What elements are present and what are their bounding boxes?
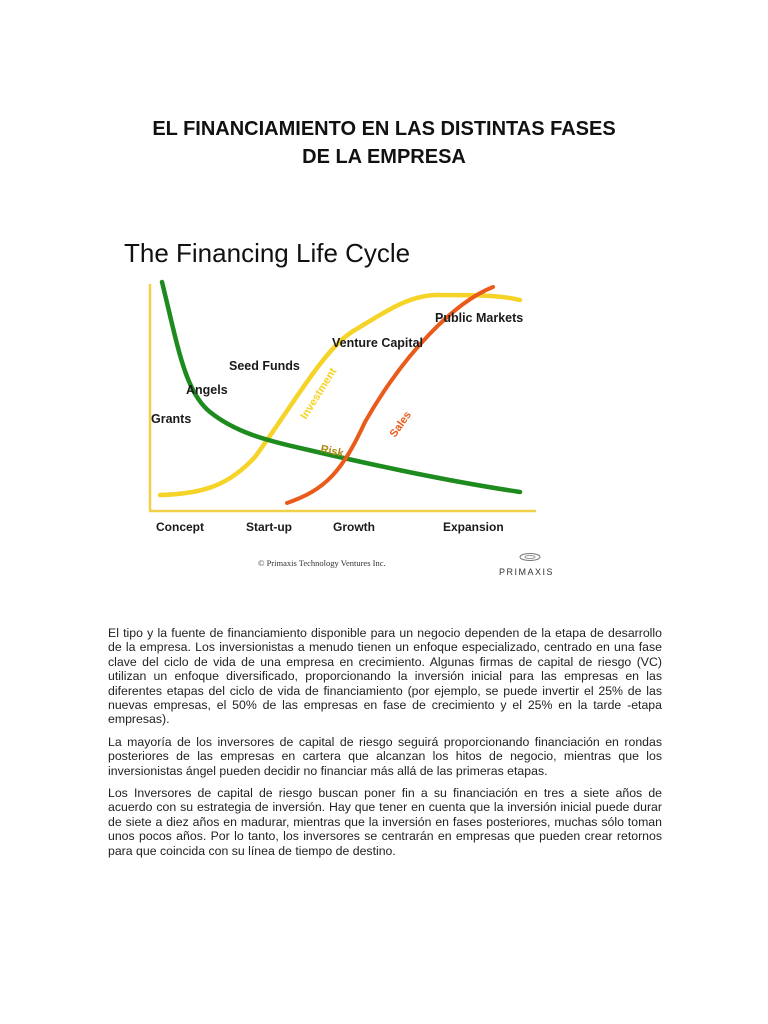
stage-expansion: Expansion <box>443 520 504 534</box>
label-risk: Risk <box>319 443 345 460</box>
document-body <box>108 626 662 866</box>
label-grants: Grants <box>151 412 192 426</box>
label-angels: Angels <box>186 383 228 397</box>
document-title <box>60 115 708 171</box>
stage-start-up: Start-up <box>246 520 292 534</box>
financing-life-cycle-figure <box>110 222 580 592</box>
stage-concept: Concept <box>156 520 204 534</box>
logo-text: PRIMAXIS <box>499 567 555 577</box>
label-public-markets: Public Markets <box>435 311 524 325</box>
label-sales: Sales <box>387 409 414 440</box>
label-seed-funds: Seed Funds <box>229 359 300 373</box>
figure-copyright: © Primaxis Technology Ventures Inc. <box>258 558 386 568</box>
title-line-2: DE LA EMPRESA <box>302 146 466 168</box>
primaxis-logo-icon <box>499 554 554 578</box>
label-venture-capital: Venture Capital <box>332 336 423 350</box>
stage-growth: Growth <box>333 520 375 534</box>
title-line-1: EL FINANCIAMIENTO EN LAS DISTINTAS FASES <box>152 118 616 140</box>
paragraph-1: El tipo y la fuente de financiamiento disponible para un negocio dependen de la etapa de desarrollo de la empresa. Los inversionistas a menudo tienen un enfoque especializado, centrado en una fase clave del ciclo de vida de una empresa en crecimiento. Algunas firmas de capital de riesgo (VC) utilizan un enfoque diversificado, proporcionando la inversión inicial para las empresas en las diferentes etapas del ciclo de vida de financiamiento (por ejemplo, se puede invertir el 25% de las nuevas empresas, el 50% de las empresas en fase de crecimiento y el 25% en la tarde -etapa empresas). <box>108 626 662 727</box>
figure-svg <box>110 222 580 592</box>
figure-title: The Financing Life Cycle <box>124 238 411 268</box>
paragraph-2: La mayoría de los inversores de capital de riesgo seguirá proporcionando financiación en rondas posteriores de las empresas en cartera que alcanzan los hitos de negocio, mientras que los inversionistas ángel pueden decidir no financiar más allá de las primeras etapas. <box>108 734 662 778</box>
label-investment: Investment <box>298 365 340 422</box>
paragraph-3: Los Inversores de capital de riesgo buscan poner fin a su financiación en tres a siete años de acuerdo con su estrategia de inversión. Hay que tener en cuenta que la inversión inicial puede durar de siete a diez años en madurar, mientras que la inversión en fases posteriores, muchas sólo toman unos pocos años. Por lo tanto, los inversores se centrarán en empresas que pueden crear retornos para que coincida con su línea de tiempo de destino. <box>108 786 662 858</box>
